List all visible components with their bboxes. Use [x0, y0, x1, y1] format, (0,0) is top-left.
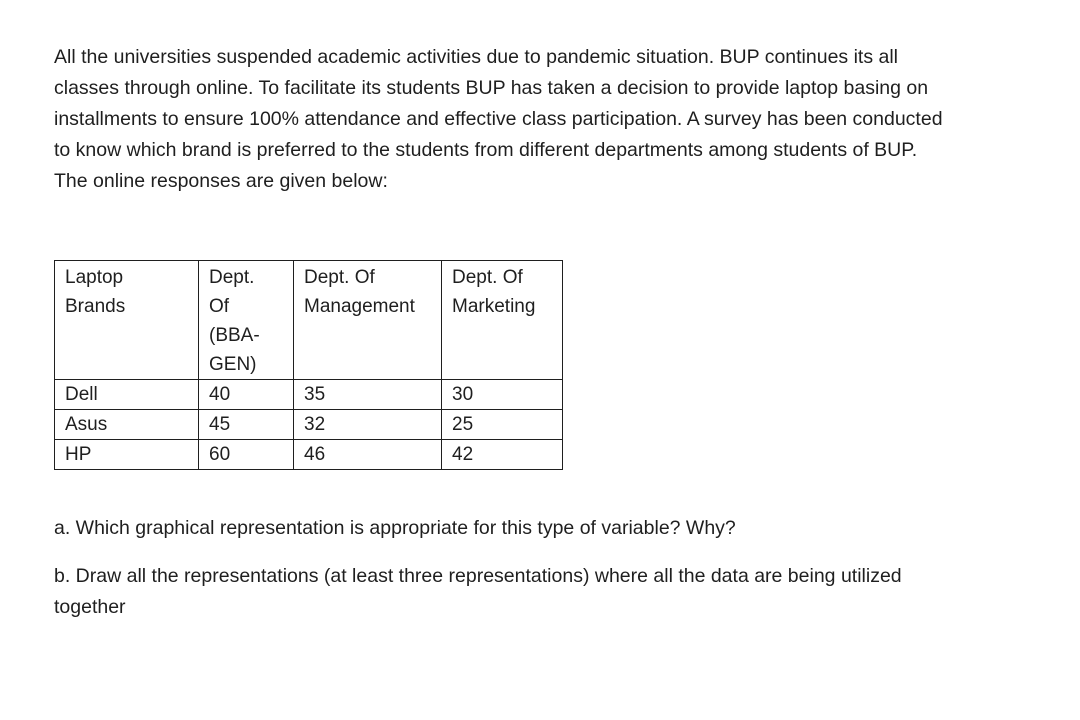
question-b-line: together [54, 596, 126, 618]
table-cell: 32 [294, 410, 442, 440]
header-dept-marketing: Dept. Of Marketing [442, 261, 563, 380]
table-cell: Asus [55, 410, 199, 440]
table-row [55, 440, 563, 470]
header-laptop-brands: Laptop Brands [55, 261, 199, 380]
question-a [54, 513, 1044, 544]
question-b-line: b. Draw all the representations (at least three representations) where all the data are being utilized [54, 565, 902, 587]
table-cell: Dell [55, 380, 199, 410]
table-row [55, 380, 563, 410]
table-cell: 60 [199, 440, 294, 470]
intro-line: All the universities suspended academic activities due to pandemic situation. BUP continues its all [54, 46, 899, 68]
table-row [55, 410, 563, 440]
table-header-row [55, 261, 563, 380]
table-cell: 45 [199, 410, 294, 440]
intro-paragraph [54, 42, 1044, 197]
question-b [54, 561, 1044, 623]
intro-line: installments to ensure 100% attendance and effective class participation. A survey has been conducted [54, 108, 943, 130]
table-cell: 42 [442, 440, 563, 470]
table-cell: 40 [199, 380, 294, 410]
intro-line: classes through online. To facilitate its students BUP has taken a decision to provide laptop basing on [54, 77, 929, 99]
table-cell: 35 [294, 380, 442, 410]
header-dept-bba-gen: Dept. Of (BBA- GEN) [199, 261, 294, 380]
table-cell: 25 [442, 410, 563, 440]
question-a-line: a. Which graphical representation is appropriate for this type of variable? Why? [54, 517, 736, 539]
intro-line: to know which brand is preferred to the students from different departments among students of BUP. [54, 139, 918, 161]
header-dept-management: Dept. Of Management [294, 261, 442, 380]
survey-table [54, 260, 563, 470]
intro-line: The online responses are given below: [54, 170, 388, 192]
table-cell: 46 [294, 440, 442, 470]
table-cell: 30 [442, 380, 563, 410]
table-cell: HP [55, 440, 199, 470]
